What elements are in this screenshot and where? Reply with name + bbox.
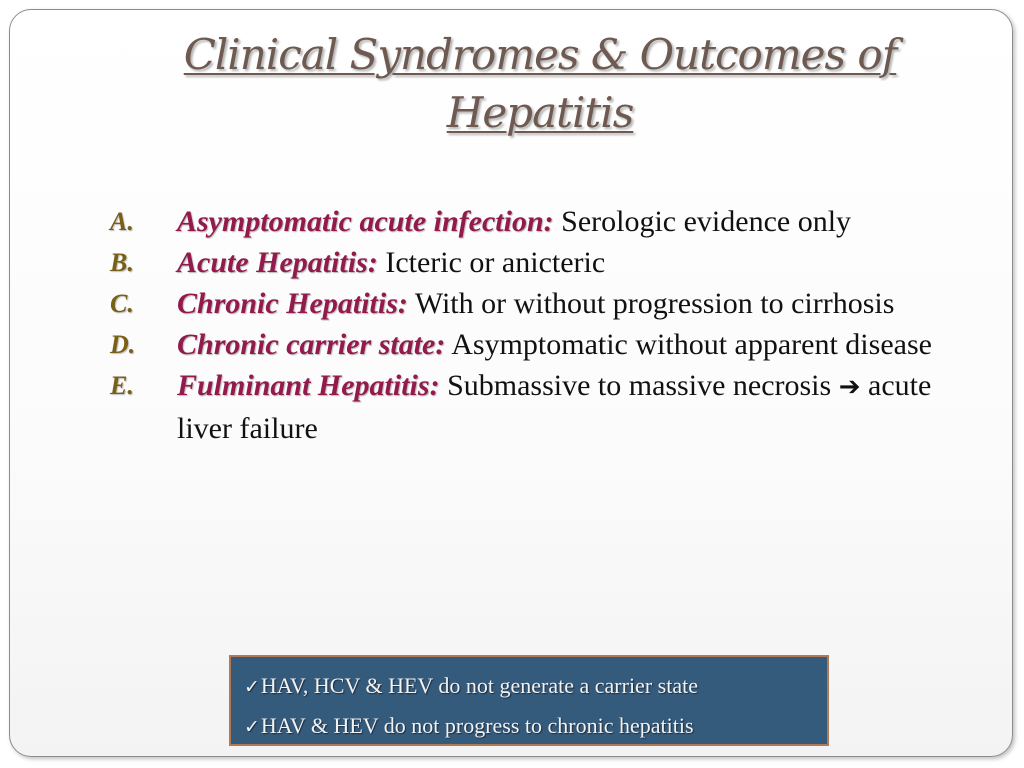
list-marker: B. [110, 248, 134, 277]
syndrome-term: Acute Hepatitis: [177, 246, 378, 279]
syndrome-description: Serologic evidence only [561, 205, 852, 238]
check-icon: ✓ [244, 676, 260, 698]
list-marker: C. [110, 289, 134, 318]
note-box [229, 655, 829, 746]
list-item-a [110, 201, 950, 242]
note-text: HAV & HEV do not progress to chronic hepatitis [260, 713, 694, 738]
syndrome-description: Asymptomatic without apparent disease [451, 328, 932, 361]
right-arrow-icon: ➔ [838, 372, 861, 402]
syndrome-term: Chronic carrier state: [177, 328, 446, 361]
list-marker: A. [110, 207, 134, 236]
note-line-chronic [244, 704, 827, 744]
slide-title-line-1: Clinical Syndromes & Outcomes of [183, 30, 897, 79]
syndrome-description: Icteric or anicteric [385, 246, 606, 279]
syndrome-description: With or without progression to cirrhosis [414, 287, 895, 320]
syndrome-term: Asymptomatic acute infection: [177, 205, 554, 238]
check-icon: ✓ [244, 716, 260, 738]
syndrome-term: Chronic Hepatitis: [177, 287, 408, 320]
syndrome-term: Fulminant Hepatitis: [177, 369, 440, 402]
slide-title-line-2: Hepatitis [446, 88, 634, 137]
list-marker: E. [110, 371, 134, 400]
syndrome-description: Submassive to massive necrosis [447, 369, 832, 402]
list-item-d [110, 324, 950, 365]
list-item-b [110, 242, 950, 283]
list-item-e [110, 365, 950, 449]
syndrome-description-outcome: acute liver failure [177, 369, 932, 445]
slide-title [130, 26, 950, 142]
syndrome-list [110, 201, 950, 449]
note-text: HAV, HCV & HEV do not generate a carrier state [260, 673, 698, 698]
note-line-carrier [244, 664, 827, 704]
list-marker: D. [110, 330, 136, 359]
list-item-c [110, 283, 950, 324]
